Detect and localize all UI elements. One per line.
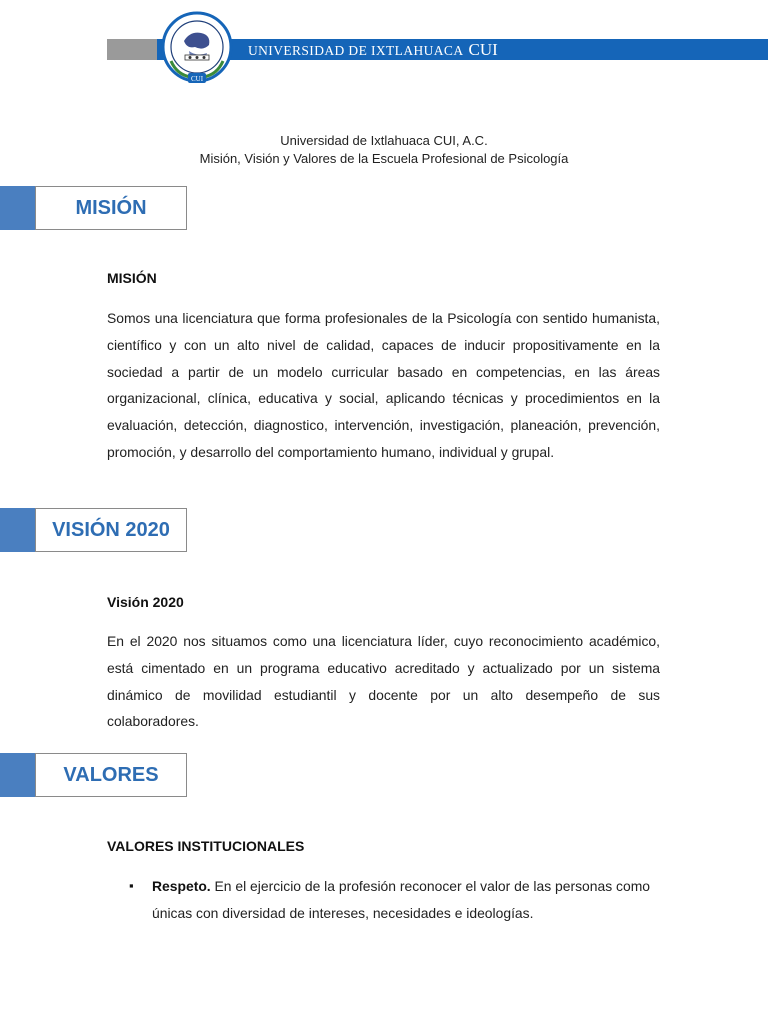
list-item-term: Respeto. [152,878,211,894]
cui-label: CUI [468,40,498,59]
valores-section-box: VALORES [35,753,187,797]
vision-accent-block [0,508,35,552]
university-seal-logo [157,11,237,87]
vision-section-box: VISIÓN 2020 [35,508,187,552]
mision-accent-block [0,186,35,230]
seal-label: CUI [190,75,204,83]
header-title [248,39,498,60]
vision-heading: Visión 2020 [107,594,184,610]
list-bullet: ▪ [129,878,134,893]
mision-paragraph: Somos una licenciatura que forma profesionales de la Psicología con sentido humanista, científico y con un alto nivel de calidad, capaces de inducir propositivamente en la sociedad a partir de un modelo curricular basado en competencias, en las áreas organizacional, clínica, educativa y social, aplicando técnicas y procedimientos en la evaluación, detección, diagnostico, intervención, investigación, planeación, prevención, promoción, y desarrollo del comportamiento humano, individual y grupal. [107,310,660,460]
valores-heading: VALORES INSTITUCIONALES [107,838,305,854]
university-name: UNIVERSIDAD DE IXTLAHUACA [248,43,463,58]
document-subtitle: Misión, Visión y Valores de la Escuela Profesional de Psicología [199,151,569,166]
document-title: Universidad de Ixtlahuaca CUI, A.C. [280,133,488,148]
mision-section-box: MISIÓN [35,186,187,230]
vision-paragraph: En el 2020 nos situamos como una licenciatura líder, cuyo reconocimiento académico, está cimentado en un programa educativo acreditado y actualizado por un sistema dinámico de movilidad estudiantil y docente por un alto desempeño de sus colaboradores. [107,633,660,730]
list-item-text: En el ejercicio de la profesión reconocer el valor de las personas como únicas con diversidad de intereses, necesidades e ideologías. [152,878,651,921]
valores-accent-block [0,753,35,797]
mision-heading: MISIÓN [107,270,157,286]
list-item [152,873,660,927]
header-gray-block [107,39,157,60]
